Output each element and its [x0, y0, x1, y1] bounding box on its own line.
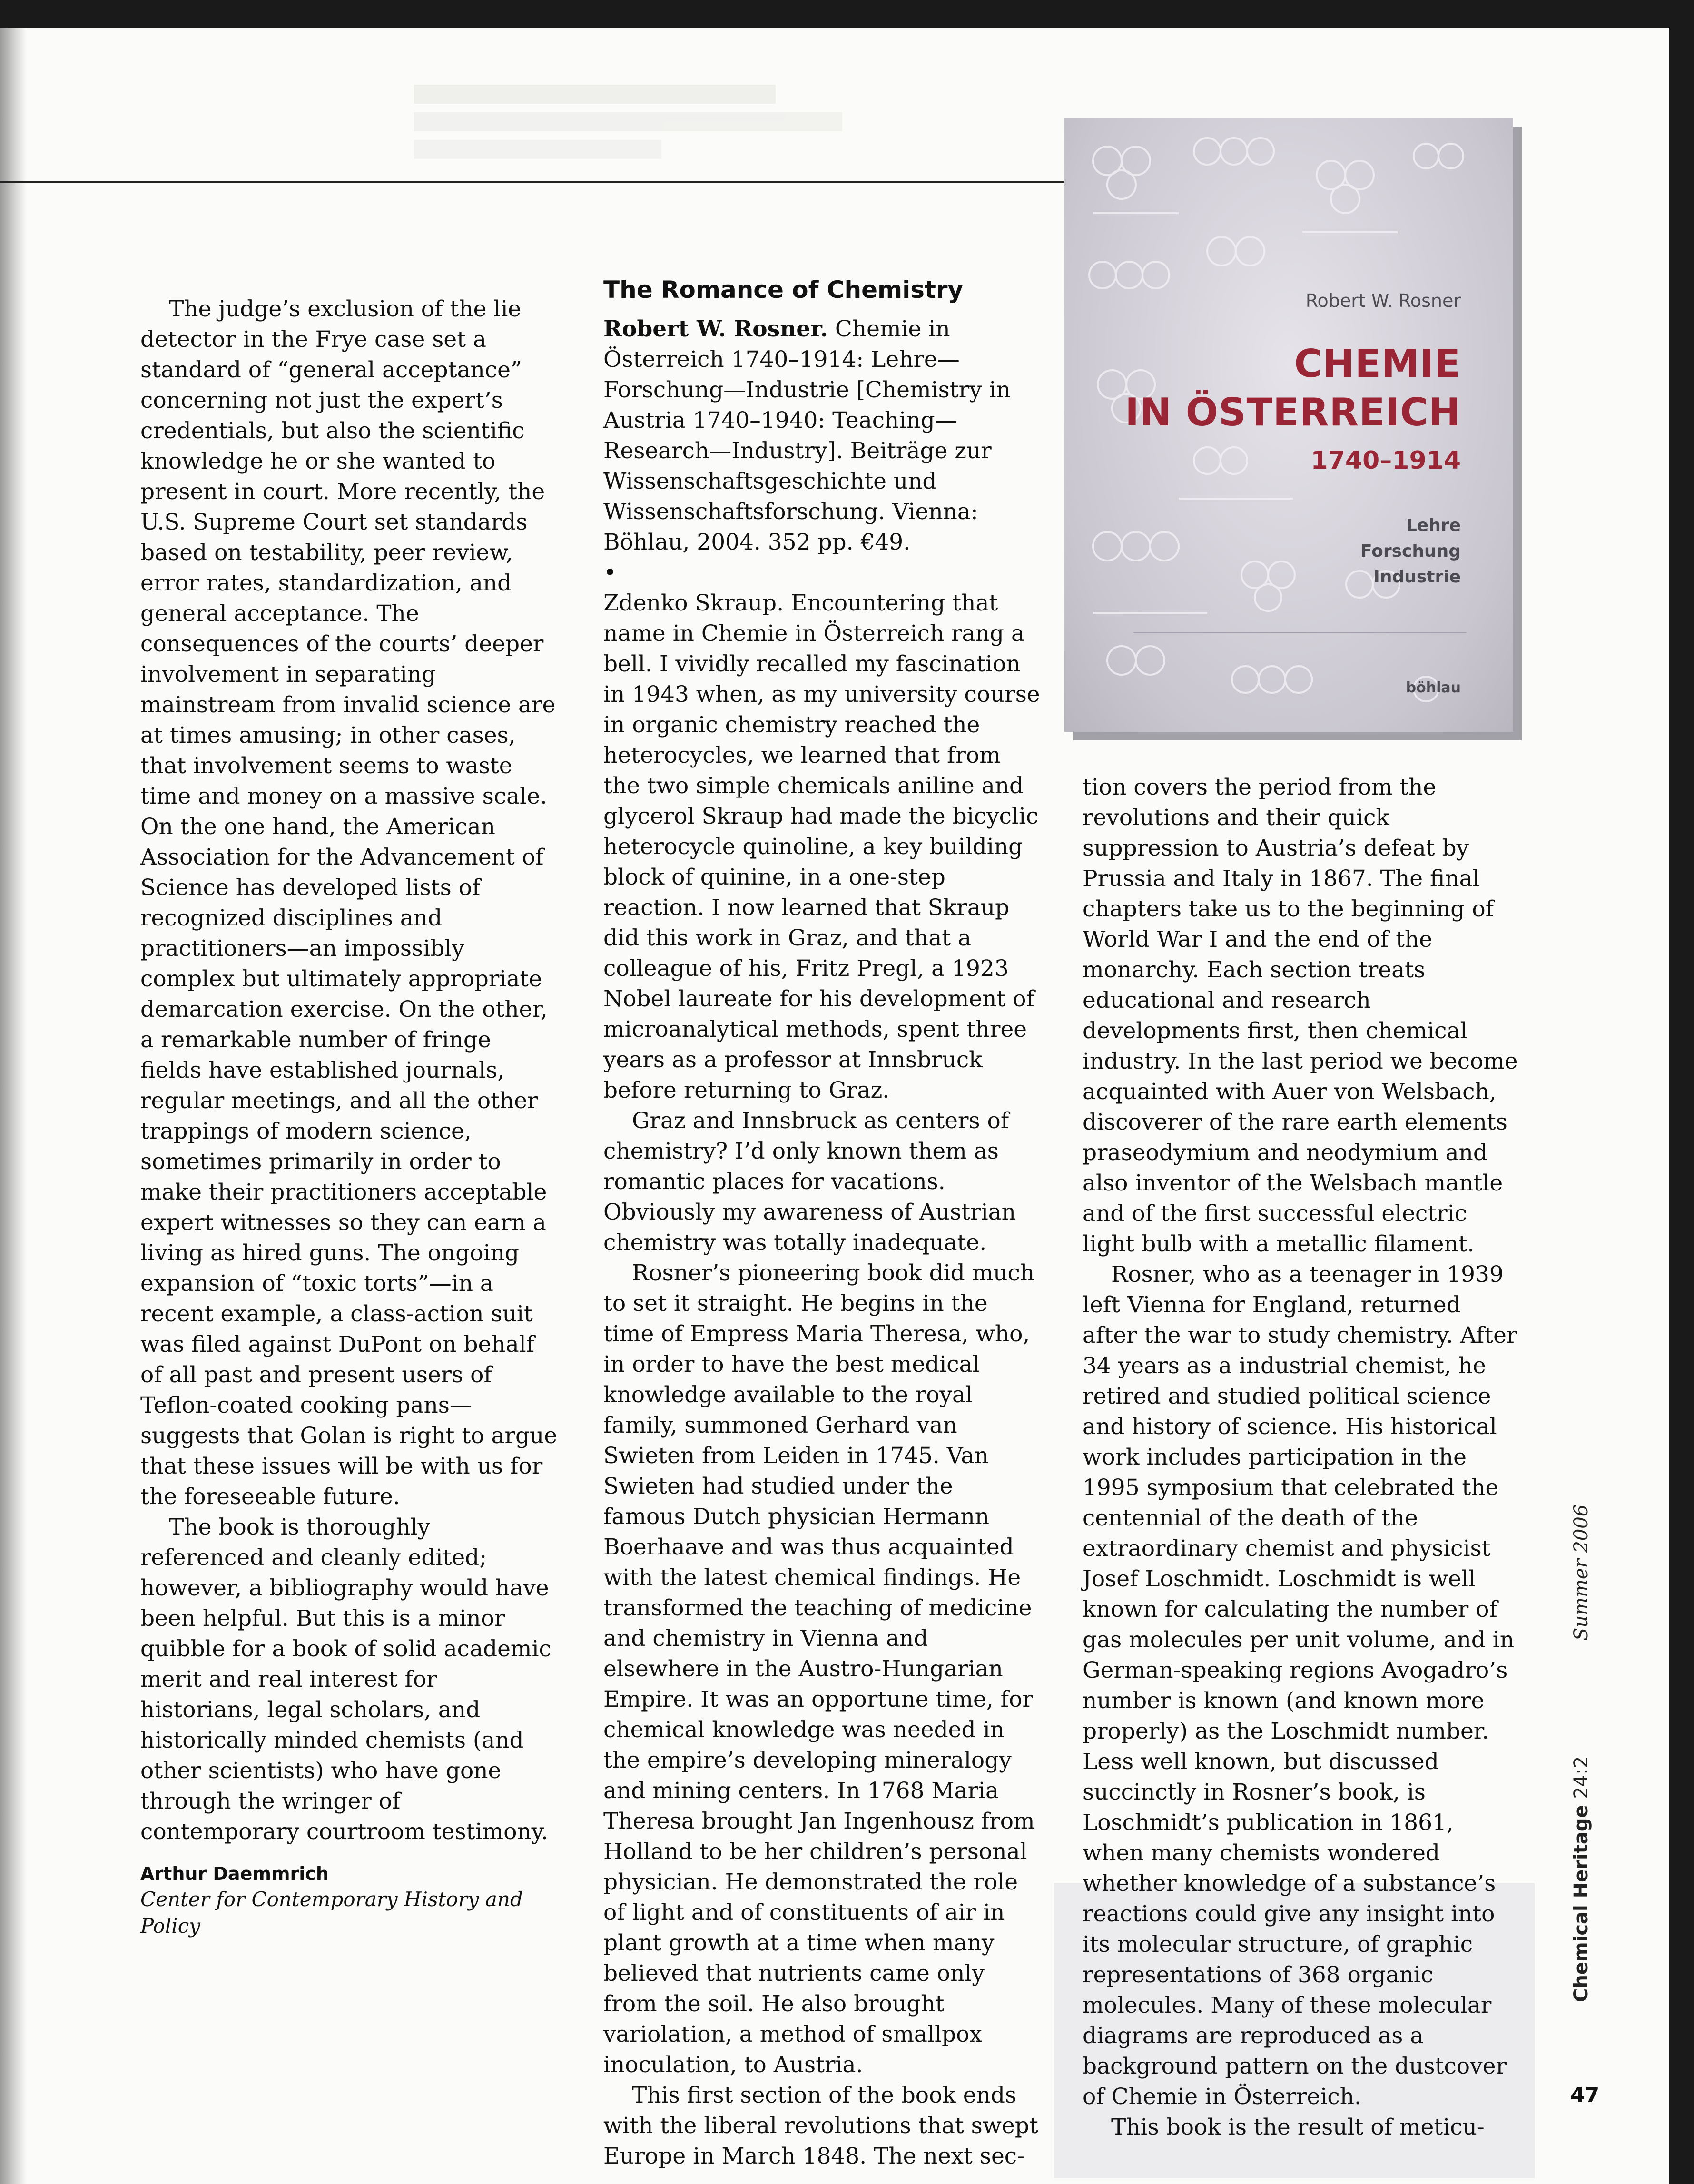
section-title: The Romance of Chemistry	[603, 276, 964, 304]
cover-author: Robert W. Rosner	[1305, 290, 1461, 311]
journal-volume: 24:2	[1570, 1756, 1592, 1799]
cover-subtitle-line: Lehre	[1406, 516, 1461, 535]
paragraph: tion covers the period from the revolutions and their quick suppression to Austria’s defeat by Prussia and Italy in 1867. The final chapters take us to the beginning of World War I and the end of the monarchy. Each section treats educational and research developments first, then chemical industry. In the last period we become acquainted with Auer von Welsbach, discoverer of the rare earth elements praseodymium and neodymium and also inventor of the Welsbach mantle and of the first successful electric light bulb with a metallic filament.	[1083, 774, 1518, 1257]
citation-author: Robert W. Rosner.	[603, 316, 828, 342]
paragraph: This first section of the book ends with the liberal revolutions that swept Europe in March 1848. The next sec-	[603, 2082, 1038, 2169]
paragraph: Rosner, who as a teenager in 1939 left Vienna for England, returned after the war to study chemistry. After 34 years as a industrial chemist, he retired and studied political science and history of science. His historical work includes participation in the 1995 symposium that celebrated the centennial of the death of the extraordinary chemist and physicist Josef Loschmidt. Loschmidt is well known for calculating the number of gas molecules per unit volume, and in German-speaking regions Avogadro’s number is known (and known more properly) as the Loschmidt number. Less well known, but discussed succinctly in Rosner’s book, is Loschmidt’s publication in 1861, when many chemists wondered whether knowledge of a substance’s reactions could give any insight into its molecular structure, of graphic representations of 368 organic molecules. Many of these molecular diagrams are reproduced as a background pattern on the dustcover of Chemie in Österreich.	[1083, 1261, 1517, 2110]
page-number: 47	[1570, 2083, 1600, 2107]
cover-divider	[1133, 632, 1467, 633]
cover-publisher: böhlau	[1406, 679, 1461, 696]
cover-subtitle	[1360, 513, 1461, 590]
cover-years: 1740–1914	[1310, 446, 1461, 475]
paragraph: Zdenko Skraup. Encountering that name in Chemie in Österreich rang a bell. I vividly recalled my fascination in 1943 when, as my university course in organic chemistry reached the heterocycles, we learned that from the two simple chemicals aniline and glycerol Skraup had made the bicyclic heterocycle quinoline, a key building block of quinine, in a one-step reaction. I now learned that Skraup did this work in Graz, and that a colleague of his, Fritz Pregl, a 1923 Nobel laureate for his development of microanalytical methods, spent three years as a professor at Innsbruck before returning to Graz.	[603, 590, 1040, 1103]
paragraph: The judge’s exclusion of the lie detector in the Frye case set a standard of “general acceptance” concerning not just the expert’s credentials, but also the scientific knowledge he or she wanted to present in court. More recently, the U.S. Supreme Court set standards based on testability, peer review, error rates, standardization, and general acceptance. The consequences of the courts’ deeper involvement in separating mainstream from invalid science are at times amusing; in other cases, that involvement seems to waste time and money on a massive scale. On the one hand, the American Association for the Advancement of Science has developed lists of recognized disciplines and practitioners—an impossibly complex but ultimately appropriate demarcation exercise. On the other, a remarkable number of fringe fields have established journals, regular meetings, and all the other trappings of modern science, sometimes primarily in order to make their practitioners acceptable expert witnesses so they can earn a living as hired guns. The ongoing expansion of “toxic torts”—in a recent example, a class-action suit was filed against DuPont on behalf of all past and present users of Teflon-coated cooking pans—suggests that Golan is right to argue that these issues will be with us for the foreseeable future.	[140, 296, 558, 1510]
right-column	[1083, 772, 1520, 2143]
cover-title-line-2: IN ÖSTERREICH	[1125, 390, 1461, 434]
cover-title-line-1: CHEMIE	[1294, 342, 1461, 386]
paragraph: The book is thoroughly referenced and cleanly edited; however, a bibliography would have been helpful. But this is a minor quibble for a book of solid academic merit and real interest for historians, legal scholars, and historically minded chemists (and other scientists) who have gone through the wringer of contemporary courtroom testimony.	[140, 1514, 552, 1845]
middle-column	[603, 275, 1041, 2172]
journal-season: Summer 2006	[1570, 1504, 1592, 1641]
magazine-page	[0, 28, 1669, 2184]
cover-subtitle-line: Industrie	[1373, 567, 1461, 587]
show-through-text	[414, 85, 937, 159]
paragraph: Rosner’s pioneering book did much to set it straight. He begins in the time of Empress Maria Theresa, who, in order to have the best medical knowledge available to the royal family, summoned Gerhard van Swieten from Leiden in 1745. Van Swieten had studied under the famous Dutch physician Hermann Boerhaave and was thus acquainted with the latest chemical findings. He transformed the teaching of medicine and chemistry in Vienna and elsewhere in the Austro-Hungarian Empire. It was an opportune time, for chemical knowledge was needed in the empire’s developing mineralogy and mining centers. In 1768 Maria Theresa brought Jan Ingenhousz from Holland to be her children’s personal physician. He demonstrated the role of light and of constituents of air in plant growth at a time when many believed that nutrients came only from the soil. He also brought variolation, a method of smallpox inoculation, to Austria.	[603, 1260, 1035, 2078]
binding-gutter	[0, 28, 27, 2184]
reviewer-name: Arthur Daemmrich	[140, 1863, 329, 1884]
journal-title: Chemical Heritage	[1570, 1805, 1592, 2002]
paragraph: Graz and Innsbruck as centers of chemistry? I’d only known them as romantic places for vacations. Obviously my awareness of Austrian chemistry was totally inadequate.	[603, 1108, 1016, 1256]
reviewer-affiliation: Center for Contemporary History and Policy	[140, 1888, 523, 1938]
book-cover-image	[1064, 118, 1513, 732]
bullet-separator: •	[603, 560, 617, 586]
paragraph: This book is the result of meticu-	[1111, 2114, 1485, 2140]
citation-details: Chemie in Österreich 1740–1914: Lehre—Forschung—Industrie [Chemistry in Austria 1740–1940: Teaching—Research—Industry]. Beiträge zur Wissenschaftsgeschichte und Wissenschaftsforschung. Vienna: Böhlau, 2004. 352 pp. €49.	[603, 316, 1011, 555]
top-rule	[0, 181, 1083, 183]
cover-subtitle-line: Forschung	[1360, 541, 1461, 561]
left-column	[140, 294, 559, 1939]
book-citation	[603, 314, 1041, 558]
